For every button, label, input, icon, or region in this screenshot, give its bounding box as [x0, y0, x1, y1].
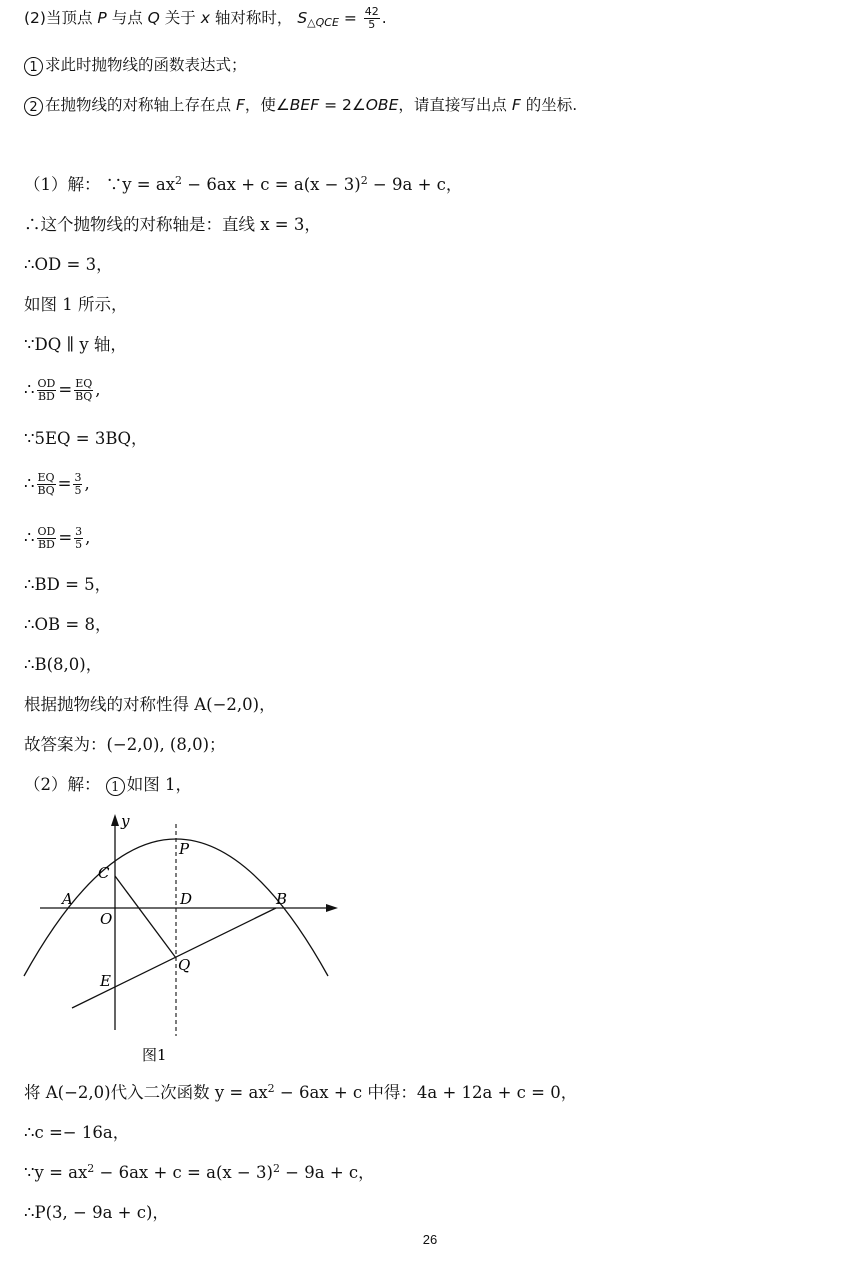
solution-line-15: （2）解： 1 如图 1，	[24, 775, 192, 795]
solution-line-3: ∴OD = 3，	[24, 255, 113, 274]
solution-line-5: ∵DQ ∥ y 轴，	[24, 335, 127, 354]
solution-line-2: ∴这个抛物线的对称轴是：直线 x = 3，	[24, 215, 321, 234]
solution-line-13: 根据抛物线的对称性得 A(−2,0)，	[24, 695, 276, 714]
solution-line-12: ∴B(8,0)，	[24, 655, 103, 674]
question-item-2: 2 在抛物线的对称轴上存在点 F，使∠BEF = 2∠OBE，请直接写出点 F 的坐标.	[24, 94, 577, 116]
solution-line-11: ∴OB = 8，	[24, 615, 112, 634]
label-B: B	[276, 890, 288, 908]
question-item-1: 1 求此时抛物线的函数表达式；	[24, 54, 247, 76]
solution-line-6: ∴ $\frac{OD}{BD}$ = $\frac{EQ}{BQ}$ ,	[24, 377, 101, 403]
solution-line-7: ∵5EQ = 3BQ，	[24, 429, 148, 448]
solution-line-10: ∴BD = 5，	[24, 575, 112, 594]
solution-line-19: ∴P(3, − 9a + c)，	[24, 1203, 169, 1222]
solution-line-14: 故答案为：(−2,0), (8,0)；	[24, 735, 226, 754]
circled-number-1: 1	[106, 777, 125, 796]
label-y: y	[121, 812, 130, 830]
area-fraction: $\frac{42}{5}$	[364, 5, 379, 31]
x-axis-arrow	[326, 904, 338, 912]
circled-number-2: 2	[24, 97, 43, 116]
label-O: O	[100, 910, 113, 928]
label-C: C	[98, 864, 110, 882]
page-number: 26	[422, 1232, 438, 1247]
label-A: A	[62, 890, 73, 908]
label-P: P	[179, 840, 190, 858]
solution-line-1: （1）解： ∵y = $ax^2 - 6ax + c = a(x - 3)^2 - 9a + c$，	[24, 174, 463, 194]
label-Q: Q	[178, 956, 191, 974]
solution-line-8: ∴ $\frac{EQ}{BQ}$ = $\frac{3}{5}$ ,	[24, 471, 90, 497]
circled-number-1: 1	[24, 57, 43, 76]
line-CQ	[115, 876, 176, 958]
question-part2: (2)当顶点 P 与点 Q 关于 x 轴对称时， $S_{\triangle QCE}$ = $\frac{42}{5}$ .	[24, 5, 387, 31]
solution-line-16: 将 A(−2,0)代入二次函数 $y = ax^2 - 6ax + c$ 中得：4a + 12a + c = 0，	[24, 1082, 578, 1102]
solution-line-4: 如图 1 所示，	[24, 295, 128, 314]
figure-caption: 图1	[142, 1046, 167, 1064]
solution-line-17: ∴c =− 16a，	[24, 1123, 130, 1142]
figure-1	[20, 808, 350, 1068]
label-D: D	[180, 890, 193, 908]
solution-line-18: ∵y = $ax^2 - 6ax + c = a(x - 3)^2 - 9a + c$，	[24, 1162, 375, 1182]
label-E: E	[100, 972, 111, 990]
y-axis-arrow	[111, 814, 119, 826]
solution-line-9: ∴ $\frac{OD}{BD}$ = $\frac{3}{5}$ ,	[24, 525, 91, 551]
